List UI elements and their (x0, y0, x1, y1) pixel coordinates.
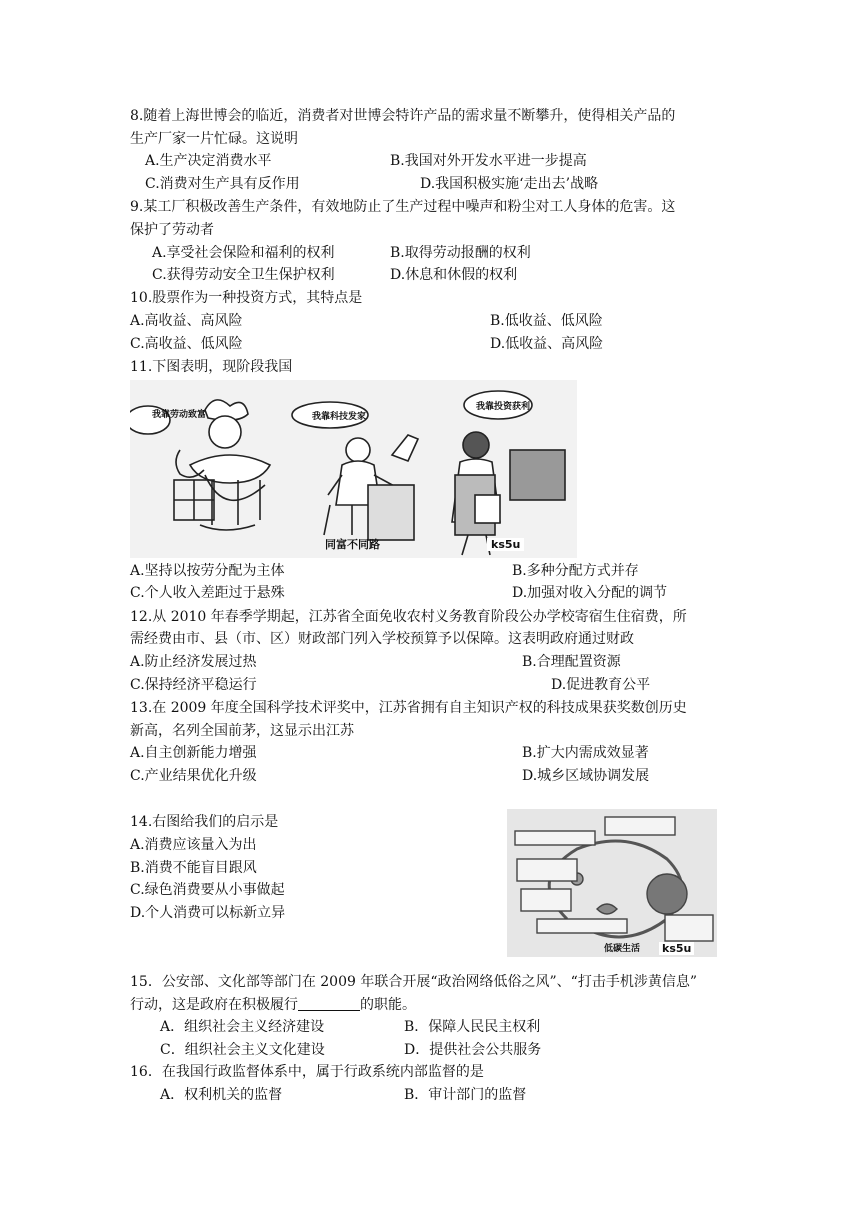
q9-stem-line2: 保护了劳动者 (130, 222, 214, 238)
q14-option-c: C.绿色消费要从小事做起 (130, 882, 285, 898)
q11-bubble-invest: 我靠投资获利 (476, 402, 531, 412)
q8-stem-line2: 生产厂家一片忙碌。这说明 (130, 131, 298, 147)
q11-option-a: A.坚持以按劳分配为主体 (130, 563, 285, 579)
q15-stem-line2 (130, 995, 416, 1015)
q12-stem-line1: 12.从 2010 年春季学期起，江苏省全面免收农村义务教育阶段公办学校寄宿生住宿费，所 (130, 609, 687, 625)
q9-stem-line1: 9.某工厂积极改善生产条件，有效地防止了生产过程中噪声和粉尘对工人身体的危害。这 (130, 199, 676, 215)
q10-option-d: D.低收益、高风险 (490, 336, 604, 352)
q14-low-carbon-picture (507, 809, 717, 957)
q11-option-c: C.个人收入差距过于悬殊 (130, 585, 285, 601)
q16-stem: 16．在我国行政监督体系中，属于行政系统内部监督的是 (130, 1064, 484, 1080)
q15-option-b: B．保障人民民主权利 (404, 1019, 541, 1035)
q9-option-b: B.取得劳动报酬的权利 (390, 245, 531, 261)
q14-option-a: A.消费应该量入为出 (130, 837, 257, 853)
q13-option-b: B.扩大内需成效显著 (522, 745, 649, 761)
q8-stem-line1: 8.随着上海世博会的临近，消费者对世博会特许产品的需求量不断攀升，使得相关产品的 (130, 108, 676, 124)
q11-cartoon (130, 380, 577, 558)
q11-stem: 11.下图表明，现阶段我国 (130, 359, 293, 375)
q8-option-d: D.我国积极实施‘走出去’战略 (420, 176, 599, 192)
q12-option-c: C.保持经济平稳运行 (130, 677, 257, 693)
q10-stem: 10.股票作为一种投资方式，其特点是 (130, 290, 363, 306)
q16-option-a: A．权利机关的监督 (160, 1087, 283, 1103)
q14-picture-caption: 低碳生活 (604, 944, 641, 954)
q9-option-c: C.获得劳动安全卫生保护权利 (152, 267, 335, 283)
q12-stem-line2: 需经费由市、县（市、区）财政部门列入学校预算予以保障。这表明政府通过财政 (130, 631, 634, 647)
q12-option-b: B.合理配置资源 (522, 654, 621, 670)
q13-stem-line2: 新高，名列全国前茅，这显示出江苏 (130, 723, 354, 739)
q14-option-d: D.个人消费可以标新立异 (130, 905, 286, 921)
q8-option-a: A.生产决定消费水平 (145, 153, 272, 169)
scientist-figure (292, 402, 418, 540)
q16-option-b: B．审计部门的监督 (404, 1087, 527, 1103)
q10-option-b: B.低收益、低风险 (490, 313, 603, 329)
q15-stem-part2: 的职能。 (360, 997, 416, 1013)
q15-stem-line1: 15．公安部、文化部等部门在 2009 年联合开展“政治网络低俗之风”、“打击手机涉黄信息” (130, 974, 697, 990)
q14-stem: 14.右图给我们的启示是 (130, 814, 279, 830)
q14-low-carbon-drawing (507, 809, 717, 957)
q11-bubble-labor: 我靠劳动致富 (152, 410, 207, 420)
q11-option-d: D.加强对收入分配的调节 (512, 585, 668, 601)
q11-bubble-tech: 我靠科技发家 (312, 412, 367, 422)
q11-cartoon-caption: 同富不同路 (325, 538, 380, 551)
q11-option-b: B.多种分配方式并存 (512, 563, 639, 579)
q8-option-b: B.我国对外开发水平进一步提高 (390, 153, 587, 169)
q8-option-c: C.消费对生产具有反作用 (145, 176, 300, 192)
q9-option-d: D.休息和休假的权利 (390, 267, 518, 283)
q15-option-a: A．组织社会主义经济建设 (160, 1019, 325, 1035)
q15-stem-part1: 行动，这是政府在积极履行 (130, 997, 298, 1013)
q13-option-c: C.产业结果优化升级 (130, 768, 257, 784)
q14-watermark: ks5u (659, 942, 694, 955)
q10-option-c: C.高收益、低风险 (130, 336, 243, 352)
businesswoman-figure (452, 391, 565, 555)
q13-stem-line1: 13.在 2009 年度全国科学技术评奖中，江苏省拥有自主知识产权的科技成果获奖数创历史 (130, 700, 687, 716)
q15-option-d: D．提供社会公共服务 (404, 1042, 542, 1058)
q13-option-d: D.城乡区域协调发展 (522, 768, 650, 784)
q13-option-a: A.自主创新能力增强 (130, 745, 257, 761)
q15-option-c: C．组织社会主义文化建设 (160, 1042, 325, 1058)
q11-watermark: ks5u (487, 538, 524, 551)
q9-option-a: A.享受社会保险和福利的权利 (152, 245, 335, 261)
q15-answer-blank (298, 996, 360, 1011)
q14-option-b: B.消费不能盲目跟风 (130, 860, 257, 876)
q12-option-d: D.促进教育公平 (551, 677, 651, 693)
q10-option-a: A.高收益、高风险 (130, 313, 243, 329)
q12-option-a: A.防止经济发展过热 (130, 654, 257, 670)
